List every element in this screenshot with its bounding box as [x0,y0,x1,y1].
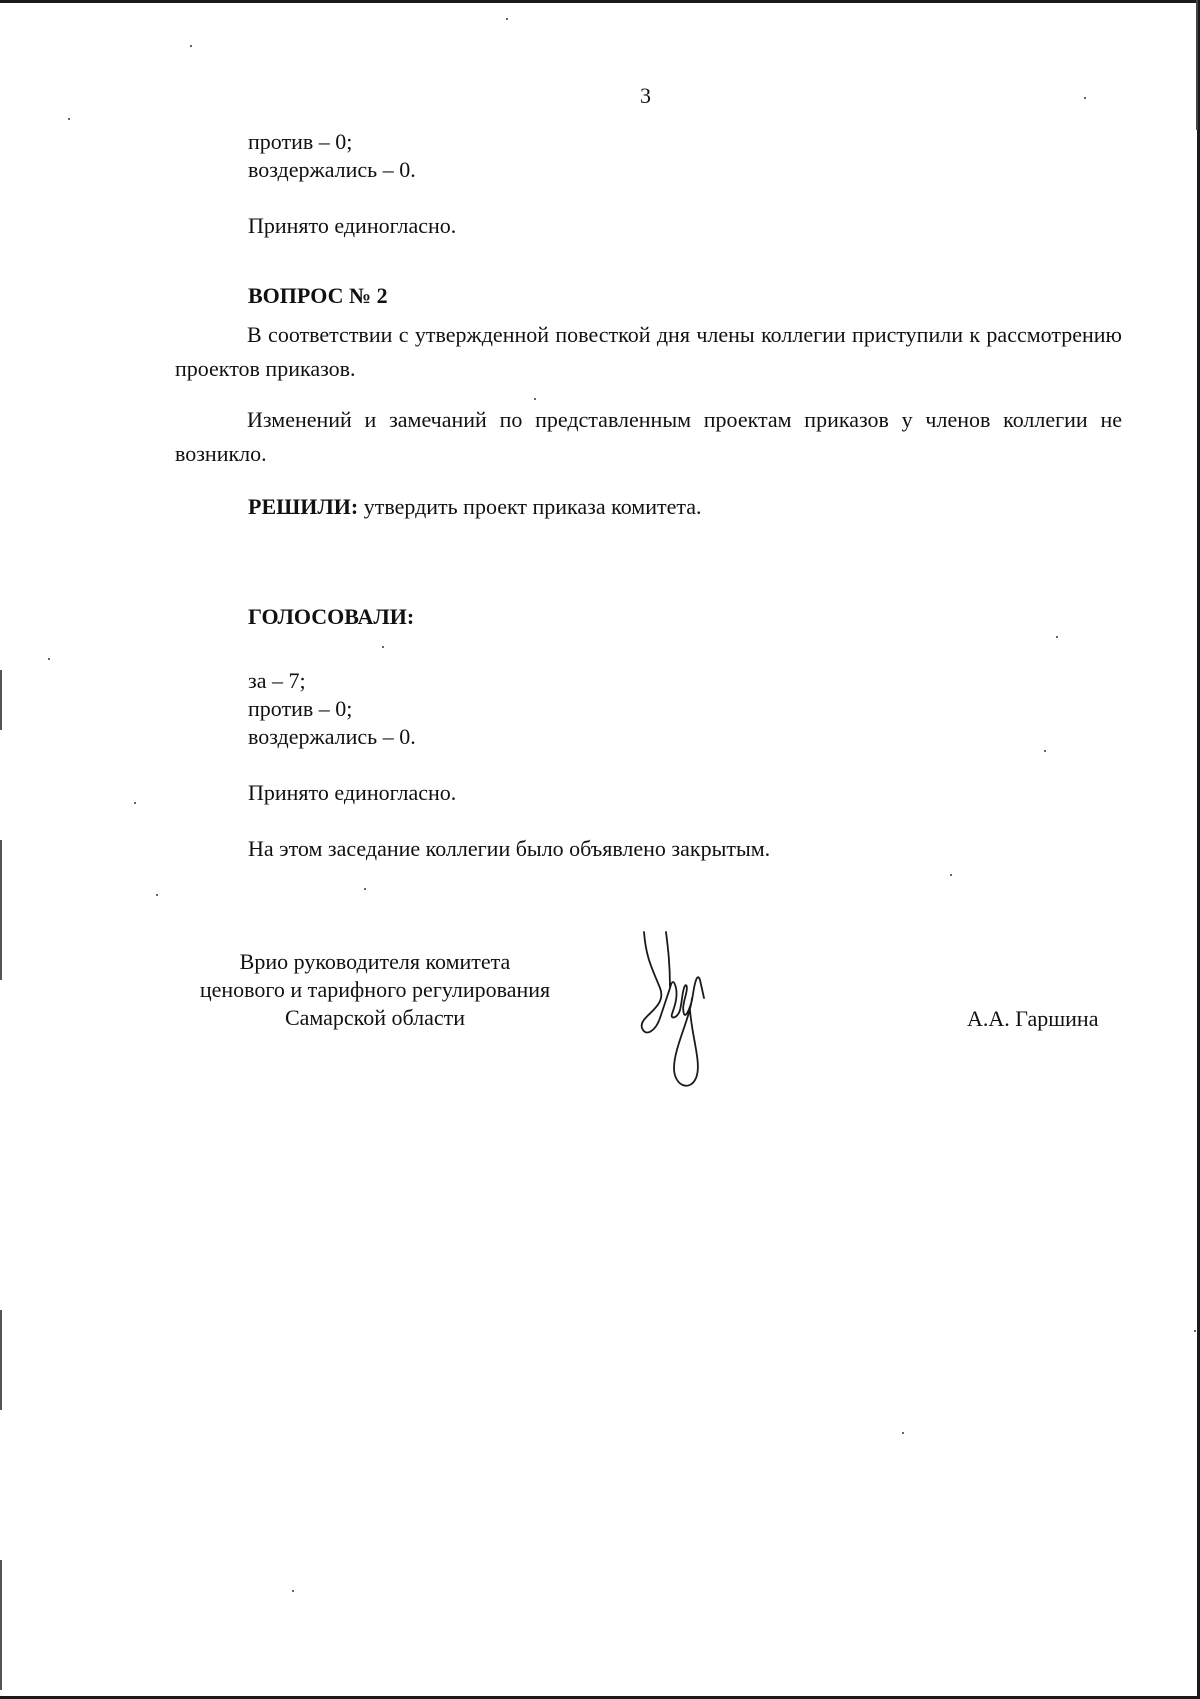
question-paragraph: В соответствии с утвержденной повесткой дня члены коллегии приступили к рассмотрению проектов приказов. [175,322,1122,381]
scan-edge-top [0,0,1200,3]
voting-heading: ГОЛОСОВАЛИ: [248,604,415,629]
scan-speck [68,118,70,120]
signatory-name: А.А. Гаршина [967,1006,1099,1031]
handwritten-signature [630,928,730,1094]
scan-edge-left [0,840,2,980]
scan-speck [364,888,366,890]
scan-speck [1194,1330,1196,1332]
scan-speck [48,658,50,660]
scan-speck [190,45,192,47]
scan-edge-left [0,1310,2,1410]
page-number: 3 [640,83,651,108]
signatory-title-line: ценового и тарифного регулирования [199,977,551,1002]
vote-result: Принято единогласно. [248,213,457,238]
scan-speck [902,1432,904,1434]
question-paragraph: Изменений и замечаний по представленным проектам приказов у членов коллегии не возникло. [175,407,1122,466]
scan-speck [134,802,136,804]
vote-for: за – 7; [248,668,306,693]
closing-statement: На этом заседание коллегии было объявлено закрытым. [248,836,771,861]
decision-label: РЕШИЛИ: [248,494,359,519]
scan-speck [506,18,508,20]
scan-speck [292,1590,294,1592]
vote-abstained: воздержались – 0. [248,157,416,182]
question-heading: ВОПРОС № 2 [248,283,388,308]
scan-speck [1044,750,1046,752]
scan-speck [1056,636,1058,638]
scan-edge-left [0,1560,2,1690]
signatory-title-line: Самарской области [284,1005,466,1030]
signatory-title-line: Врио руководителя комитета [239,949,511,974]
decision-text: утвердить проект приказа комитета. [358,494,702,519]
scan-speck [156,894,158,896]
scan-speck [950,874,952,876]
scan-speck [382,646,384,648]
scan-speck [1084,97,1086,99]
scan-edge-left [0,670,2,730]
decision [248,493,702,521]
vote-result: Принято единогласно. [248,780,457,805]
scan-speck [534,398,536,400]
vote-against: против – 0; [248,129,353,154]
scan-edge-right-inner [1196,0,1198,130]
vote-against: против – 0; [248,696,353,721]
signatory-title [170,948,580,1032]
vote-abstained: воздержались – 0. [248,724,416,749]
